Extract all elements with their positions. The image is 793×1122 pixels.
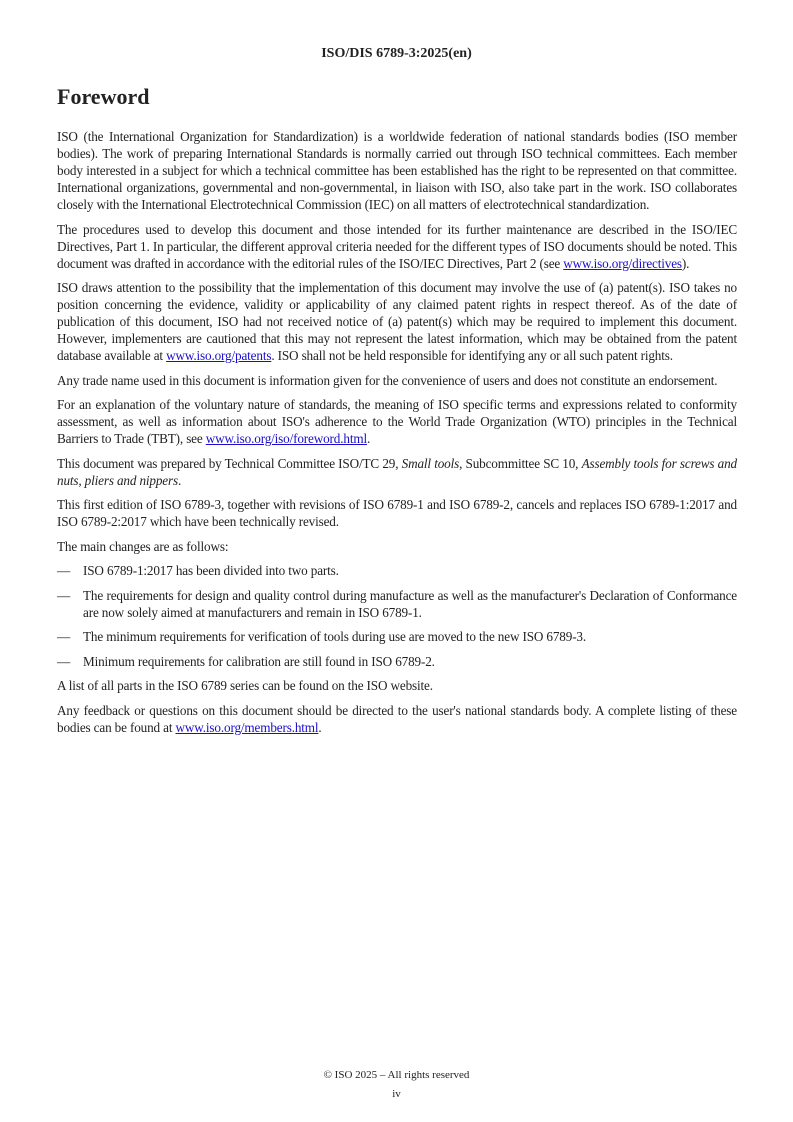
list-item (57, 562, 737, 579)
paragraph-text: . (177, 472, 182, 488)
page-title: Foreword (57, 84, 150, 109)
list-item (57, 653, 737, 670)
paragraph-text: . (366, 431, 371, 446)
list-dash: — (57, 563, 71, 578)
paragraph-voluntary (57, 396, 737, 447)
paragraph-text: Any feedback or questions on this document should be directed to the user's national standards body. A complete listing of these bodies can be found at (57, 702, 737, 735)
list-dash: — (57, 629, 71, 644)
paragraph-trade-name: Any trade name used in this document is information given for the convenience of users and does not constitute an endorsement. (57, 372, 718, 388)
list-item-text: The minimum requirements for verification of tools during use are moved to the new ISO 6789-3. (83, 629, 587, 644)
paragraph-procedures (57, 221, 737, 272)
committee-title: Small tools (401, 455, 460, 471)
list-item-text: ISO 6789-1:2017 has been divided into two parts. (83, 563, 339, 578)
paragraph-text: . (318, 719, 322, 735)
list-item (57, 628, 737, 645)
paragraph-text: The procedures used to develop this document and those intended for its further maintenance are described in the ISO/IEC Directives, Part 1. In particular, the different approval criteria needed for the different types of ISO documents should be noted. This document was drafted in accordance with the editorial rules of the ISO/IEC Directives, Part 2 (see (57, 221, 737, 271)
list-dash: — (57, 587, 71, 603)
list-item-text: The requirements for design and quality control during manufacture as well as the manufacturer's Declaration of Conformance are now solely aimed at manufacturers and remain in ISO 6789-1. (83, 587, 737, 620)
list-dash: — (57, 653, 71, 669)
paragraph-committee (57, 455, 737, 489)
directives-link[interactable]: www.iso.org/directives (563, 255, 682, 271)
paragraph-text: This document was prepared by Technical Committee ISO/TC 29, (57, 455, 402, 471)
foreword-body (57, 128, 737, 743)
paragraph-text: ISO draws attention to the possibility that the implementation of this document may involve the use of (a) patent(s). ISO takes no position concerning the evidence, validity or applicability of any claimed patent rights in respect thereof. As of the date of publication of this document, ISO had not received notice of (a) patent(s) which may be required to implement this document. However, implementers are cautioned that this may not represent the latest information, which may be obtained from the patent database available at (57, 280, 737, 363)
paragraph-text: For an explanation of the voluntary nature of standards, the meaning of ISO specific terms and expressions related to conformity assessment, as well as information about ISO's adherence to the World Trade Organization (WTO) principles in the Technical Barriers to Trade (TBT), see (57, 397, 737, 446)
paragraph-iso-intro: ISO (the International Organization for Standardization) is a worldwide federation of national standards bodies (ISO member bodies). The work of preparing International Standards is normally carried out through ISO technical committees. Each member body interested in a subject for which a technical committee has been established has the right to be represented on that committee. International organizations, governmental and non-governmental, in liaison with ISO, also take part in the work. ISO collaborates closely with the International Electrotechnical Commission (IEC) on all matters of electrotechnical standardization. (57, 129, 737, 212)
paragraph-text: . ISO shall not be held responsible for identifying any or all such patent rights. (271, 348, 673, 363)
members-link[interactable]: www.iso.org/members.html (175, 719, 319, 735)
paragraph-feedback (57, 702, 737, 736)
paragraph-changes-intro: The main changes are as follows: (57, 538, 229, 554)
paragraph-text: , Subcommittee SC 10, (459, 455, 582, 471)
paragraph-series: A list of all parts in the ISO 6789 series can be found on the ISO website. (57, 678, 433, 693)
page-number: iv (392, 1088, 401, 1100)
subcommittee-title: Assembly tools for screws and nuts, pliers and nippers (57, 455, 737, 488)
paragraph-edition: This first edition of ISO 6789-3, together with revisions of ISO 6789-1 and ISO 6789-2, cancels and replaces ISO 6789-1:2017 and ISO 6789-2:2017 which have been technically revised. (57, 497, 737, 529)
paragraph-text: ). (681, 255, 690, 271)
foreword-link[interactable]: www.iso.org/iso/foreword.html (205, 431, 367, 446)
paragraph-patents (57, 279, 737, 364)
page-footer (0, 1066, 793, 1104)
document-header: ISO/DIS 6789-3:2025(en) (321, 46, 472, 61)
patents-link[interactable]: www.iso.org/patents (166, 348, 272, 363)
list-item (57, 587, 737, 621)
list-item-text: Minimum requirements for calibration are still found in ISO 6789-2. (83, 653, 435, 669)
copyright-notice: © ISO 2025 – All rights reserved (323, 1069, 470, 1081)
